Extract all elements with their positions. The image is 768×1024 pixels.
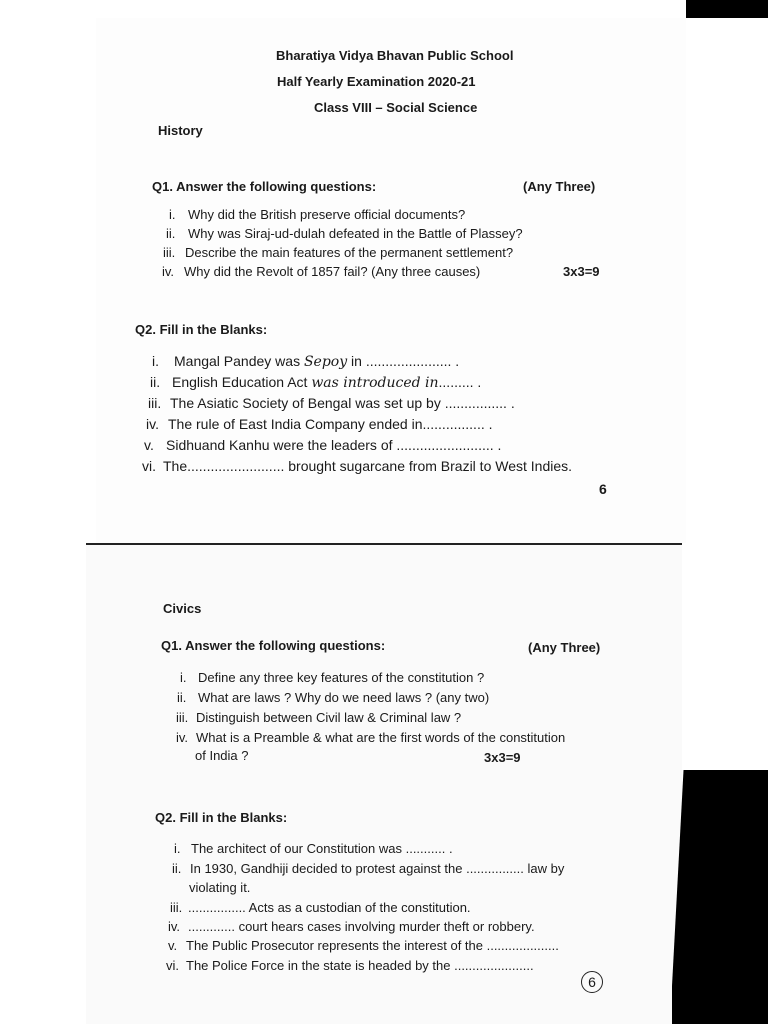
- history-q2-num-1: i.: [152, 353, 159, 369]
- civics-q1-heading: Q1. Answer the following questions:: [161, 638, 386, 653]
- civics-q1-item-4-cont: of India ?: [195, 748, 249, 763]
- history-q2-item-2: English Education Act was introduced in......... .: [172, 374, 482, 391]
- civics-q1-item-1: Define any three key features of the constitution ?: [198, 670, 485, 685]
- history-q2-item-4: The rule of East India Company ended in................ .: [168, 416, 493, 432]
- history-q1-note: (Any Three): [523, 179, 596, 194]
- civics-q2-marks-circled: 6: [581, 971, 603, 993]
- history-q2-marks: 6: [599, 481, 607, 497]
- civics-q1-num-1: i.: [180, 670, 187, 685]
- school-name: Bharatiya Vidya Bhavan Public School: [276, 48, 514, 63]
- history-q2-num-3: iii.: [148, 395, 162, 411]
- civics-q2-item-1: The architect of our Constitution was ........... .: [191, 841, 453, 856]
- exam-title: Half Yearly Examination 2020-21: [277, 74, 476, 89]
- history-heading: History: [158, 123, 203, 138]
- history-q2-num-2: ii.: [150, 374, 161, 390]
- civics-q2-num-5: v.: [168, 938, 178, 953]
- civics-q2-item-6: The Police Force in the state is headed by the ......................: [186, 958, 534, 973]
- history-q2-item-6: The......................... brought sugarcane from Brazil to West Indies.: [163, 458, 573, 474]
- civics-q1-item-2: What are laws ? Why do we need laws ? (any two): [198, 690, 490, 705]
- handwritten-answer-1: Sepoy: [303, 354, 348, 370]
- civics-q2-item-2: In 1930, Gandhiji decided to protest against the ................ law by: [190, 861, 565, 876]
- civics-q2-num-2: ii.: [172, 861, 182, 876]
- civics-q2-num-6: vi.: [166, 958, 179, 973]
- civics-q1-item-3: Distinguish between Civil law & Criminal law ?: [196, 710, 462, 725]
- civics-q1-num-3: iii.: [176, 710, 189, 725]
- history-q1-item-1: Why did the British preserve official documents?: [188, 207, 466, 222]
- civics-q2-num-1: i.: [174, 841, 181, 856]
- civics-q1-num-4: iv.: [176, 730, 189, 745]
- photo-shadow: [672, 770, 768, 1024]
- history-q1-num-3: iii.: [163, 245, 176, 260]
- civics-q1-note: (Any Three): [528, 640, 601, 655]
- civics-q1-num-2: ii.: [177, 690, 187, 705]
- civics-heading: Civics: [163, 601, 202, 616]
- civics-q2-item-5: The Public Prosecutor represents the interest of the ....................: [186, 938, 559, 953]
- civics-q2-heading: Q2. Fill in the Blanks:: [155, 810, 288, 825]
- history-q1-heading: Q1. Answer the following questions:: [152, 179, 377, 194]
- history-q1-item-4: Why did the Revolt of 1857 fail? (Any three causes): [184, 264, 481, 279]
- history-q1-item-2: Why was Siraj-ud-dulah defeated in the Battle of Plassey?: [188, 226, 523, 241]
- civics-q2-num-3: iii.: [170, 900, 183, 915]
- left-margin: [0, 0, 96, 1024]
- civics-q2-num-4: iv.: [168, 919, 181, 934]
- handwritten-answer-2: was introduced in: [311, 375, 439, 391]
- history-q1-num-1: i.: [169, 207, 176, 222]
- class-title: Class VIII – Social Science: [314, 100, 478, 115]
- history-q2-num-4: iv.: [146, 416, 159, 432]
- history-q2-num-6: vi.: [142, 458, 156, 474]
- civics-q2-item-3: ................ Acts as a custodian of the constitution.: [188, 900, 471, 915]
- civics-q1-marks: 3x3=9: [484, 750, 521, 765]
- history-q2-num-5: v.: [144, 437, 154, 453]
- history-q1-item-3: Describe the main features of the permanent settlement?: [185, 245, 514, 260]
- history-q2-heading: Q2. Fill in the Blanks:: [135, 322, 268, 337]
- civics-q2-item-2-cont: violating it.: [189, 880, 251, 895]
- top-black-border: [0, 0, 768, 18]
- history-q2-item-1: Mangal Pandey was Sepoy in ...................... .: [174, 353, 460, 370]
- history-q2-item-3: The Asiatic Society of Bengal was set up by ................ .: [170, 395, 515, 411]
- history-q1-marks: 3x3=9: [563, 264, 600, 279]
- history-q2-item-5: Sidhuand Kanhu were the leaders of ......................... .: [166, 437, 502, 453]
- civics-q2-item-4: ............. court hears cases involving murder theft or robbery.: [188, 919, 535, 934]
- civics-q1-item-4: What is a Preamble & what are the first words of the constitution: [196, 730, 566, 745]
- history-q1-num-4: iv.: [162, 264, 175, 279]
- history-q1-num-2: ii.: [166, 226, 176, 241]
